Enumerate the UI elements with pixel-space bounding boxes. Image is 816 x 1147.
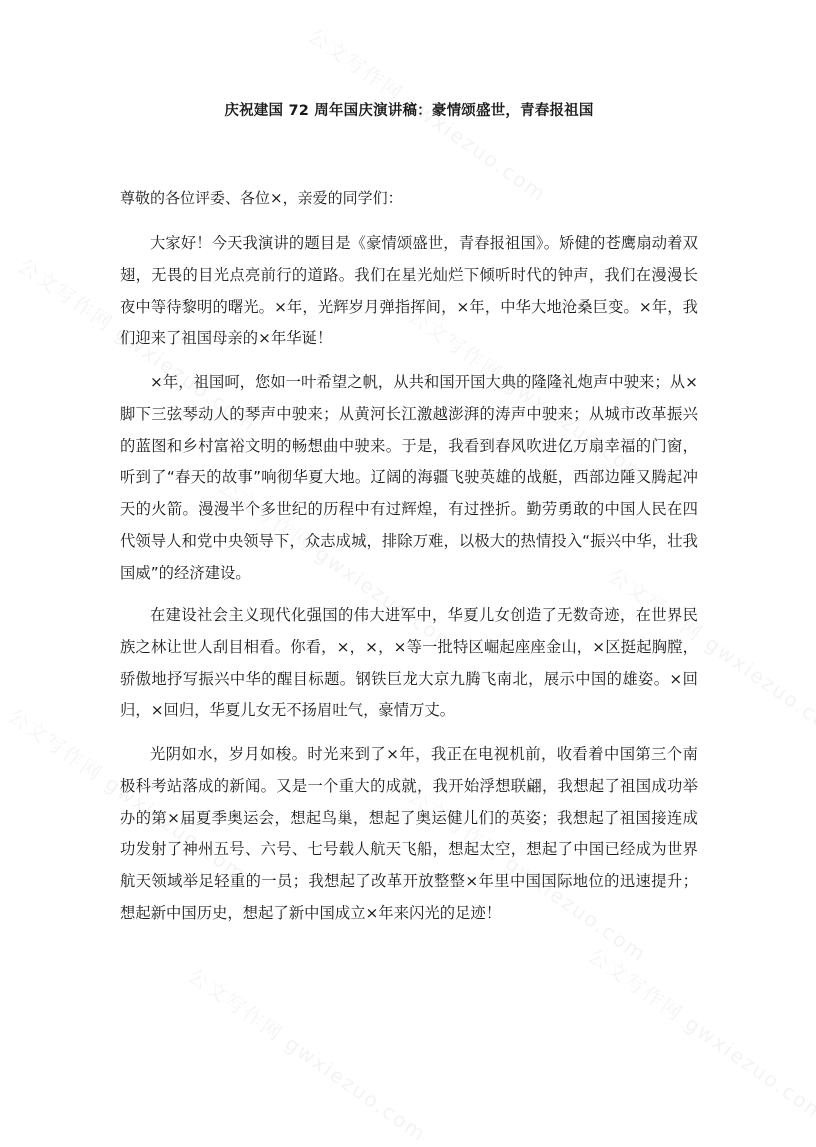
watermark-text bbox=[183, 960, 433, 1147]
paragraph: 在建设社会主义现代化强国的伟大进军中，华夏儿女创造了无数奇迹，在世界民族之林让世人刮目相看。你看，×，×，×等一批特区崛起座座金山，×区挺起胸膛，骄傲地抒写振兴中华的醒目标题。钢铁巨龙大京九腾飞南北，展示中国的雄姿。×回归，×回归，华夏儿女无不扬眉吐气，豪情万丈。 bbox=[120, 606, 698, 720]
document-title: 庆祝建国 72 周年国庆演讲稿：豪情颂盛世，青春报祖国 bbox=[224, 103, 594, 119]
salutation: 尊敬的各位评委、各位×，亲爱的同学们： bbox=[120, 189, 403, 207]
paragraph: ×年，祖国呵，您如一叶希望之帆，从共和国开国大典的隆隆礼炮声中驶来；从×脚下三弦琴动人的琴声中驶来；从黄河长江激越澎湃的涛声中驶来；从城市改革振兴的蓝图和乡村富裕文明的畅想曲中驶来。于是，我看到春风吹进亿万扇幸福的门窗，听到了“春天的故事”响彻华夏大地。辽阔的海疆飞驶英雄的战艇，西部边陲又腾起冲天的火箭。漫漫半个多世纪的历程中有过辉煌，有过挫折。勤劳勇敢的中国人民在四代领导人和党中央领导下，众志成城，排除万难，以极大的热情投入“振兴中华，壮我国威”的经济建设。 bbox=[120, 373, 698, 582]
watermark-text bbox=[583, 940, 816, 1127]
paragraph: 光阴如水，岁月如梭。时光来到了×年，我正在电视机前，收看着中国第三个南极科考站落成的新闻。又是一个重大的成就，我开始浮想联翩，我想起了祖国成功举办的第×届夏季奥运会，想起鸟巢，想起了奥运健儿们的英姿；我想起了祖国接连成功发射了神州五号、六号、七号载人航天飞船，想起太空，想起了中国已经成为世界航天领域举足轻重的一员；我想起了改革开放整整×年里中国国际地位的迅速提升；想起新中国历史，想起了新中国成立×年来闪光的足迹！ bbox=[120, 745, 698, 922]
paragraph: 大家好！今天我演讲的题目是《豪情颂盛世，青春报祖国》。矫健的苍鹰扇动着双翅，无畏的目光点亮前行的道路。我们在星光灿烂下倾听时代的钟声，我们在漫漫长夜中等待黎明的曙光。×年，光辉岁月弹指挥间，×年，中华大地沧桑巨变。×年，我们迎来了祖国母亲的×年华诞！ bbox=[120, 234, 698, 348]
